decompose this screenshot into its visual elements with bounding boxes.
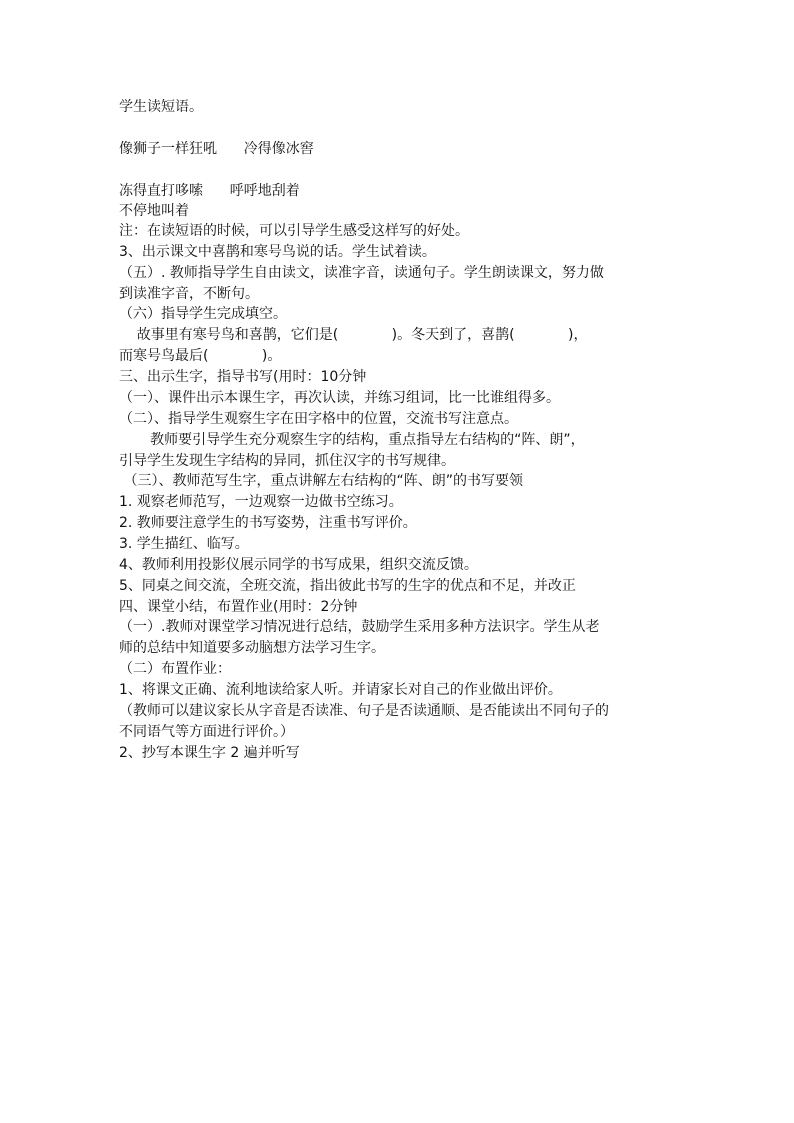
text-line: 冻得直打哆嗦 呼呼地刮着 [119,183,300,199]
text-line: 5、同桌之间交流，全班交流，指出彼此书写的生字的优点和不足，并改正 [119,578,576,594]
text-line: 不停地叫着 [119,203,189,219]
text-line: 引导学生发现生字结构的异同，抓住汉字的书写规律。 [119,453,455,469]
text-line: 三、出示生字，指导书写(用时：10分钟 [119,369,367,385]
text-line: 四、课堂小结，布置作业(用时：2分钟 [119,599,358,615]
text-line: （二）、指导学生观察生字在田字格中的位置，交流书写注意点。 [119,411,518,427]
text-line: 注：在读短语的时候，可以引导学生感受这样写的好处。 [119,223,469,239]
text-line: 1. 观察老师范写，一边观察一边做书空练习。 [119,494,403,510]
text-line: 而寒号鸟最后( )。 [119,348,282,364]
text-line: （三）、教师范写生字，重点讲解左右结构的“阵、朗”的书写要领 [119,473,523,489]
text-line: 2、抄写本课生字 2 遍并听写 [119,745,300,761]
text-line: 师的总结中知道要多动脑想方法学习生字。 [119,640,385,656]
text-line: 不同语气等方面进行评价。） [119,724,294,740]
text-line: 3、出示课文中喜鹊和寒号鸟说的话。学生试着读。 [119,244,436,260]
text-line: （五）. 教师指导学生自由读文，读准字音，读通句子。学生朗读课文，努力做 [119,265,604,281]
text-line: 像狮子一样狂吼 冷得像冰窖 [119,141,314,157]
text-line: （一）.教师对课堂学习情况进行总结，鼓励学生采用多种方法识字。学生从老 [119,619,600,635]
text-line: 2. 教师要注意学生的书写姿势，注重书写评价。 [119,515,417,531]
text-line: 到读准字音，不断句。 [119,286,259,302]
text-line: 4、教师利用投影仪展示同学的书写成果，组织交流反馈。 [119,557,478,573]
text-line: （二）布置作业： [119,661,231,677]
text-line: 学生读短语。 [119,99,203,115]
text-line: 1、将课文正确、流利地读给家人听。并请家长对自己的作业做出评价。 [119,682,562,698]
text-line: （一）、课件出示本课生字，再次认读，并练习组词，比一比谁组得多。 [119,390,560,406]
text-line: 3. 学生描红、临写。 [119,536,249,552]
text-line: （教师可以建议家长从字音是否读准、句子是否读通顺、是否能读出不同句子的 [119,703,609,719]
text-line: 故事里有寒号鸟和喜鹊，它们是( )。冬天到了，喜鹊( )， [119,327,588,343]
text-line: （六）指导学生完成填空。 [119,306,287,322]
text-line: 教师要引导学生充分观察生字的结构，重点指导左右结构的“阵、朗”， [119,432,585,448]
